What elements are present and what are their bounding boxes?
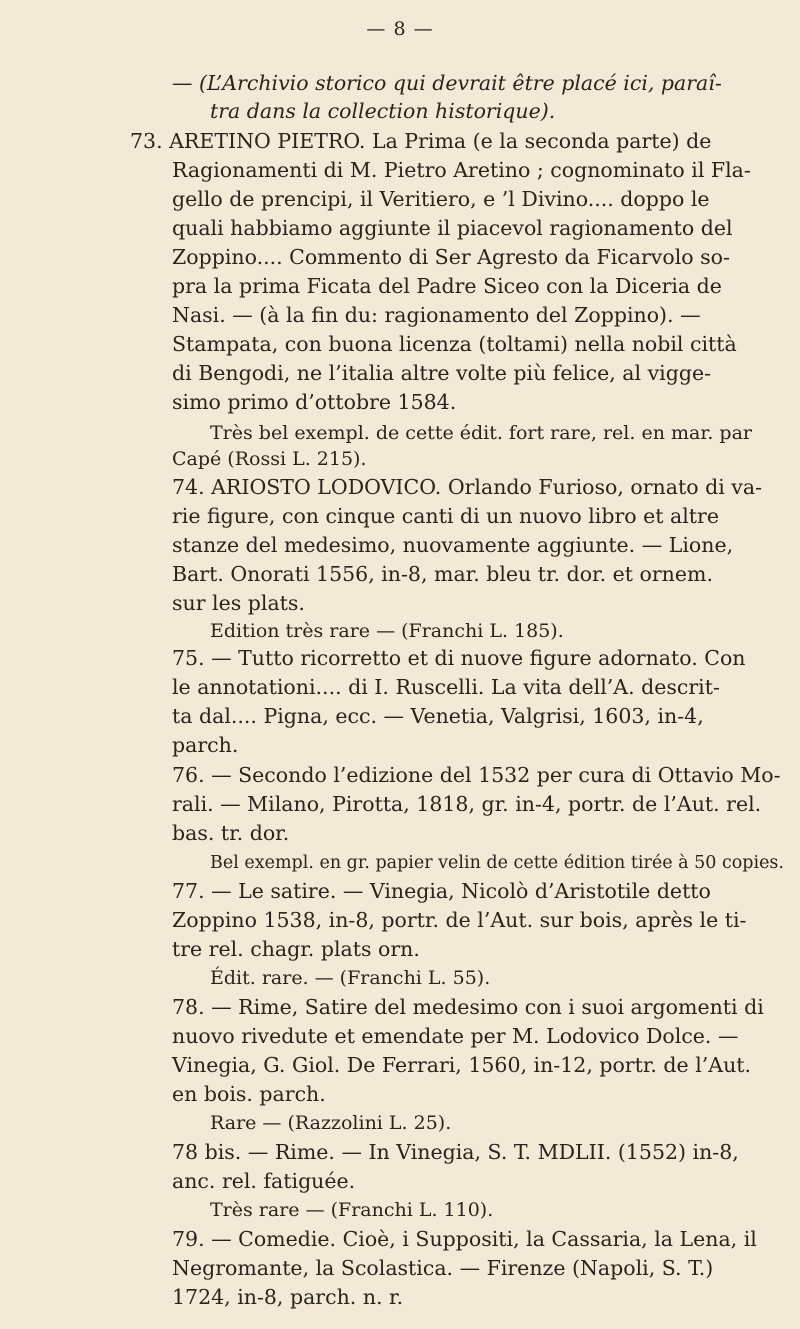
text-line: Nasi. — (à la fin du: ragionamento del Zoppino). — — [172, 303, 701, 327]
text-line: rie figure, con cinque canti di un nuovo libro et altre — [172, 504, 719, 528]
text-line: Ragionamenti di M. Pietro Aretino ; cognominato il Fla- — [172, 158, 751, 182]
note-line: Edition très rare — (Franchi L. 185). — [210, 620, 564, 642]
text-line: anc. rel. fatiguée. — [172, 1169, 356, 1193]
entry-78bis-heading: 78 bis. — Rime. — In Vinegia, S. T. MDLII. (1552) in-8, — [172, 1140, 739, 1164]
text-line: Zoppino 1538, in-8, portr. de l’Aut. sur bois, après le ti- — [172, 908, 747, 932]
text-line: Bart. Onorati 1556, in-8, mar. bleu tr. dor. et ornem. — [172, 562, 713, 586]
text-line: pra la prima Ficata del Padre Siceo con la Diceria de — [172, 274, 722, 298]
text-line: stanze del medesimo, nuovamente aggiunte. — Lione, — [172, 533, 734, 557]
entry-78-heading: 78. — Rime, Satire del medesimo con i suoi argomenti di — [172, 995, 764, 1019]
text-line: quali habbiamo aggiunte il piacevol ragionamento del — [172, 216, 733, 240]
text-line: tre rel. chagr. plats orn. — [172, 937, 420, 961]
text-line: Zoppino.... Commento di Ser Agresto da Ficarvolo so- — [172, 245, 730, 269]
note-line: Très bel exempl. de cette édit. fort rare, rel. en mar. par — [210, 422, 752, 444]
text-line: gello de prencipi, il Veritiero, e ’l Divino.... doppo le — [172, 187, 710, 211]
text-line: sur les plats. — [172, 591, 305, 615]
note-line: Rare — (Razzolini L. 25). — [210, 1112, 452, 1134]
text-line: — (L’Archivio storico qui devrait être placé ici, paraî- — [172, 71, 722, 95]
entry-73-heading: 73. ARETINO PIETRO. La Prima (e la seconda parte) de — [130, 129, 712, 153]
entry-75-heading: 75. — Tutto ricorretto et di nuove figure adornato. Con — [172, 646, 746, 670]
text-line: bas. tr. dor. — [172, 821, 290, 845]
note-line: Édit. rare. — (Franchi L. 55). — [210, 967, 491, 989]
text-line: en bois. parch. — [172, 1082, 326, 1106]
entry-76-heading: 76. — Secondo l’edizione del 1532 per cura di Ottavio Mo- — [172, 763, 781, 787]
text-line: Vinegia, G. Giol. De Ferrari, 1560, in-12, portr. de l’Aut. — [172, 1053, 752, 1077]
text-line: nuovo rivedute et emendate per M. Lodovico Dolce. — — [172, 1024, 739, 1048]
text-line: le annotationi.... di I. Ruscelli. La vita dell’A. descrit- — [172, 675, 720, 699]
note-line: Bel exempl. en gr. papier velin de cette édition tirée à 50 copies. — [210, 853, 784, 873]
text-line: simo primo d’ottobre 1584. — [172, 390, 457, 414]
entry-77-heading: 77. — Le satire. — Vinegia, Nicolò d’Aristotile detto — [172, 879, 711, 903]
note-line: Très rare — (Franchi L. 110). — [210, 1199, 494, 1221]
text-line: ta dal.... Pigna, ecc. — Venetia, Valgrisi, 1603, in-4, — [172, 704, 704, 728]
page-number: — 8 — — [366, 18, 434, 40]
text-line: tra dans la collection historique). — [210, 99, 556, 123]
text-line: Negromante, la Scolastica. — Firenze (Napoli, S. T.) — [172, 1256, 714, 1280]
entry-79-heading: 79. — Comedie. Cioè, i Suppositi, la Cassaria, la Lena, il — [172, 1227, 757, 1251]
text-line: 1724, in-8, parch. n. r. — [172, 1285, 404, 1309]
text-line: di Bengodi, ne l’italia altre volte più felice, al vigge- — [172, 361, 712, 385]
text-line: parch. — [172, 733, 239, 757]
text-line: Stampata, con buona licenza (toltami) nella nobil città — [172, 332, 737, 356]
entry-74-heading: 74. ARIOSTO LODOVICO. Orlando Furioso, ornato di va- — [172, 475, 763, 499]
note-line: Capé (Rossi L. 215). — [172, 448, 367, 470]
text-line: rali. — Milano, Pirotta, 1818, gr. in-4, portr. de l’Aut. rel. — [172, 792, 762, 816]
